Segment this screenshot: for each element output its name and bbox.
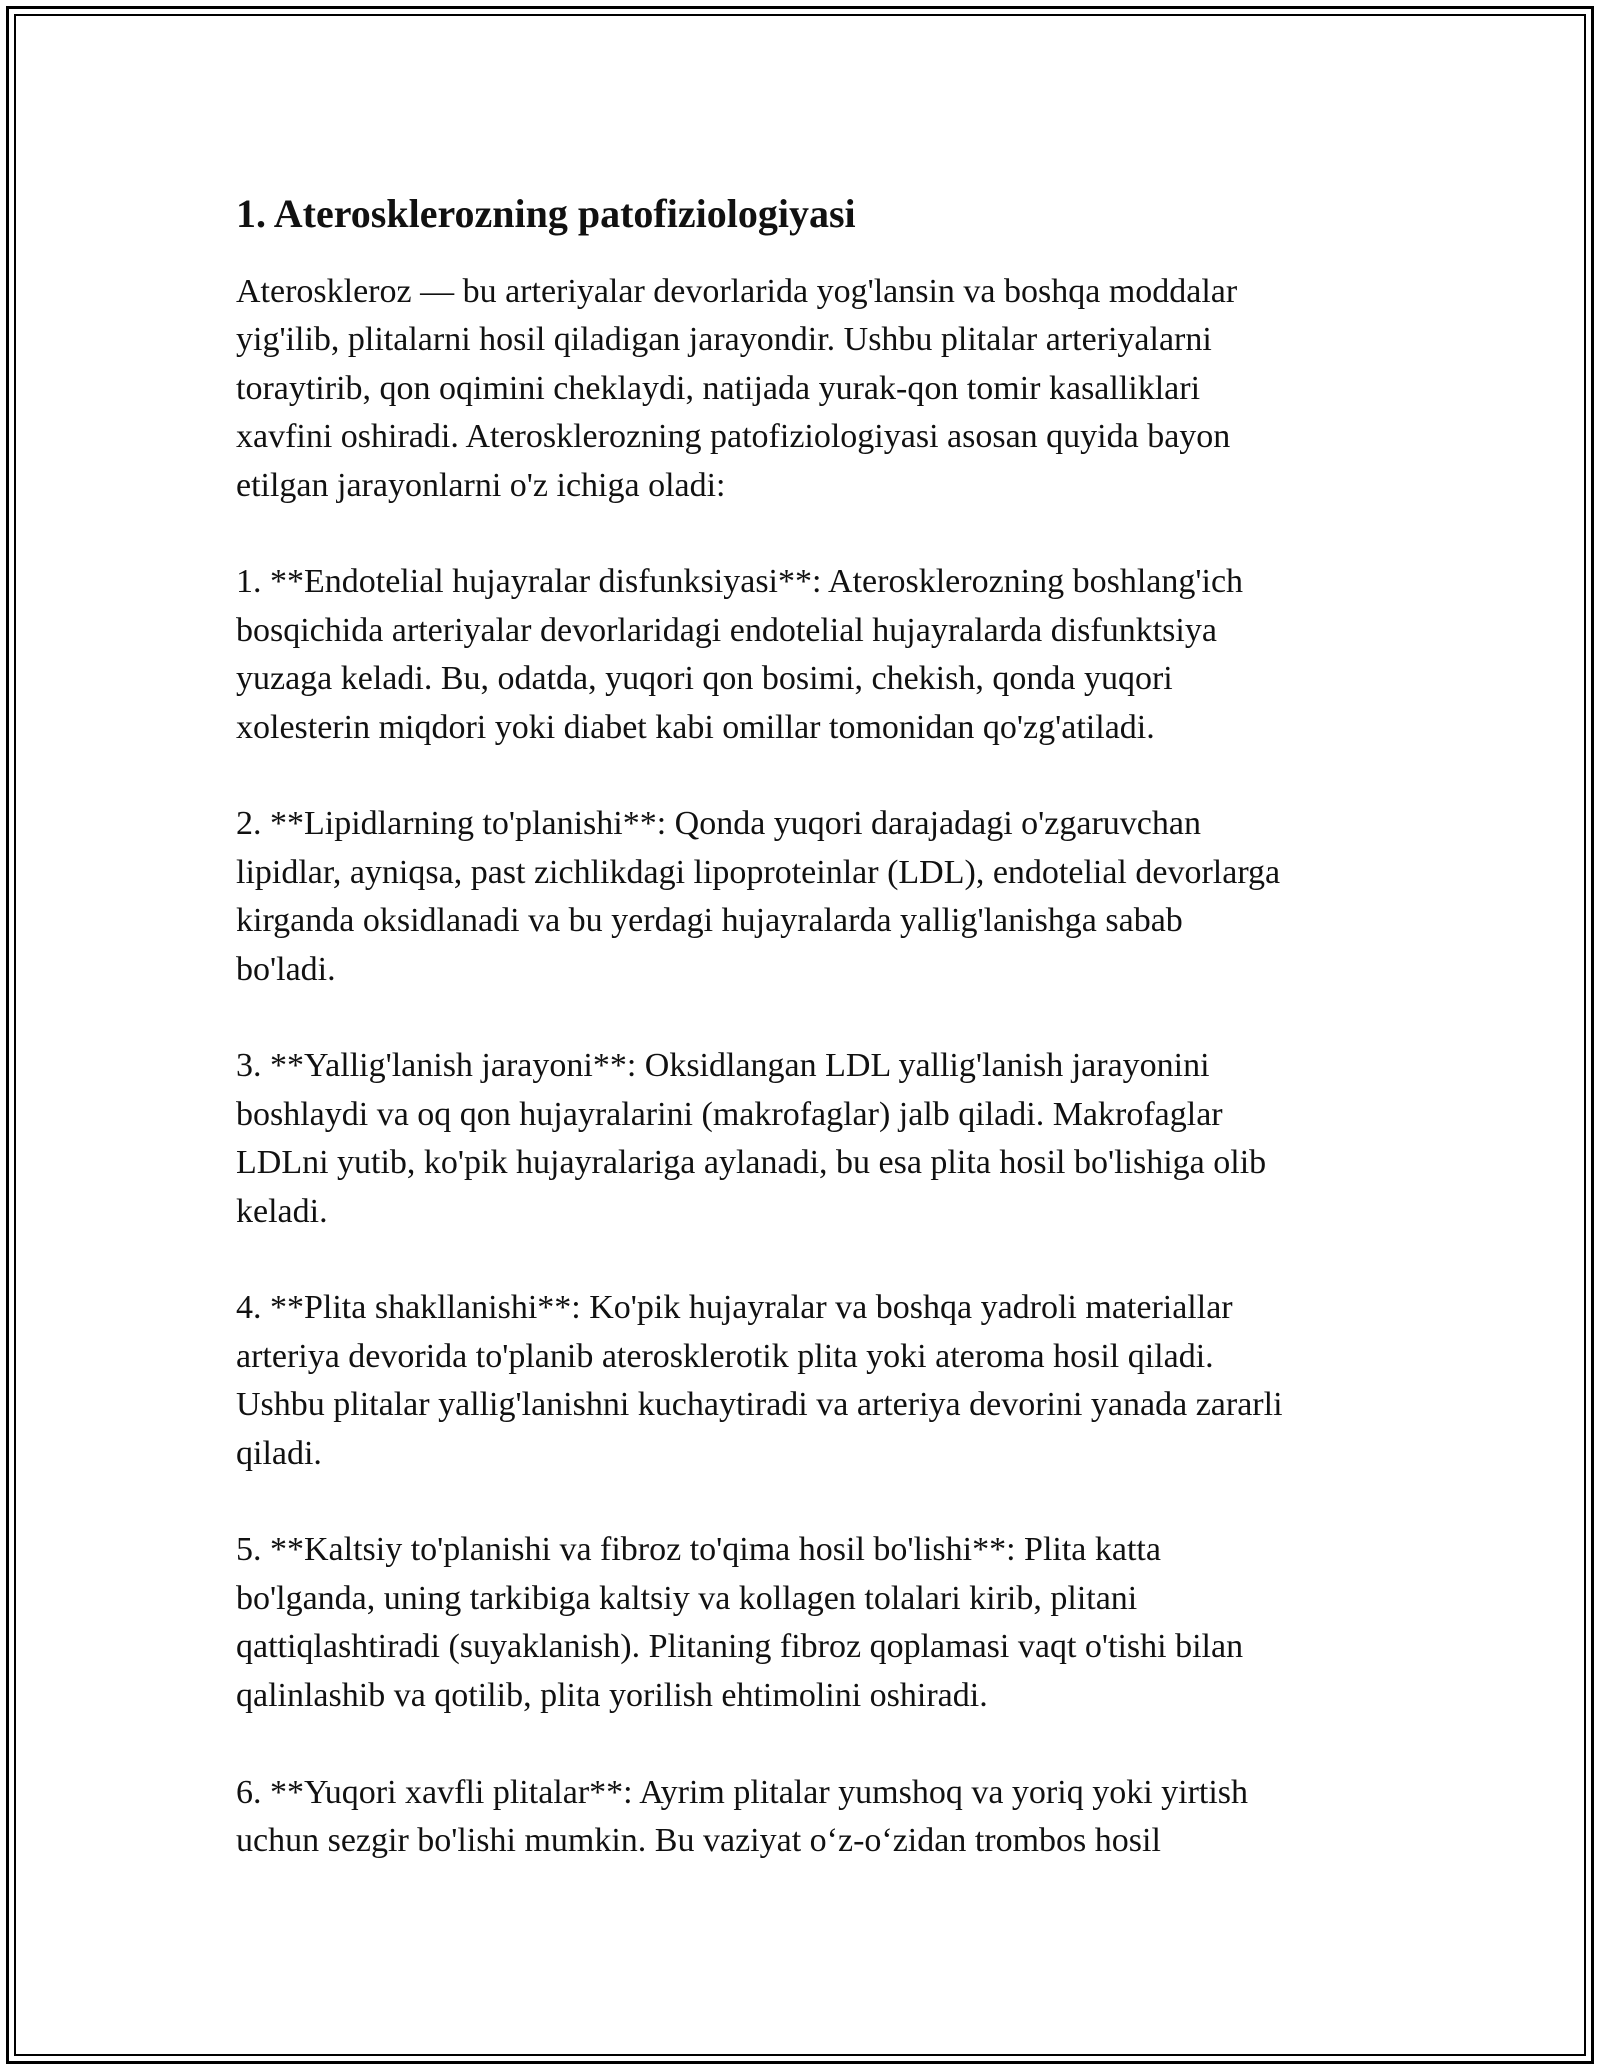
text-line: kirganda oksidlanadi va bu yerdagi hujayralarda yallig'lanishga sabab xyxy=(236,902,1183,940)
text-line: bo'lganda, uning tarkibiga kaltsiy va kollagen tolalari kirib, plitani xyxy=(236,1579,1138,1617)
paragraph-intro xyxy=(236,268,1386,510)
text-line: Ateroskleroz — bu arteriyalar devorlarida yog'lansin va boshqa moddalar xyxy=(236,273,1238,310)
text-line: 2. **Lipidlarning to'planishi**: Qonda yuqori darajadagi o'zgaruvchan xyxy=(236,805,1201,843)
text-line: 4. **Plita shakllanishi**: Ko'pik hujayralar va boshqa yadroli materiallar xyxy=(236,1289,1233,1327)
text-line: keladi. xyxy=(236,1192,328,1230)
text-line: xolesterin miqdori yoki diabet kabi omillar tomonidan qo'zg'atiladi. xyxy=(236,708,1155,746)
text-line: yuzaga keladi. Bu, odatda, yuqori qon bosimi, chekish, qonda yuqori xyxy=(236,660,1173,698)
text-line: 1. **Endotelial hujayralar disfunksiyasi**: Aterosklerozning boshlang'ich xyxy=(236,563,1244,601)
text-line: arteriya devorida to'planib aterosklerotik plita yoki ateroma hosil qiladi. xyxy=(236,1337,1214,1375)
document-page xyxy=(236,190,1386,1914)
list-item-plaque-formation xyxy=(236,1284,1386,1478)
list-item-endothelial-dysfunction xyxy=(236,558,1386,752)
text-line: etilgan jarayonlarni o'z ichiga oladi: xyxy=(236,466,726,504)
text-line: lipidlar, ayniqsa, past zichlikdagi lipoproteinlar (LDL), endotelial devorlarga xyxy=(236,853,1281,891)
text-line: LDLni yutib, ko'pik hujayralariga aylanadi, bu esa plita hosil bo'lishiga olib xyxy=(236,1144,1267,1182)
document-title: 1. Aterosklerozning patofiziologiyasi xyxy=(236,191,856,236)
text-line: bosqichida arteriyalar devorlaridagi endotelial hujayralarda disfunktsiya xyxy=(236,611,1217,649)
text-line: qiladi. xyxy=(236,1434,322,1472)
text-line: yig'ilib, plitalarni hosil qiladigan jarayondir. Ushbu plitalar arteriyalarni xyxy=(236,321,1212,359)
list-item-inflammation xyxy=(236,1042,1386,1236)
list-item-high-risk-plaques xyxy=(236,1769,1386,1866)
text-line: qattiqlashtiradi (suyaklanish). Plitaning fibroz qoplamasi vaqt o'tishi bilan xyxy=(236,1628,1244,1666)
text-line: bo'ladi. xyxy=(236,950,336,988)
text-line: qalinlashib va qotilib, plita yorilish ehtimolini oshiradi. xyxy=(236,1676,988,1714)
text-line: Ushbu plitalar yallig'lanishni kuchaytiradi va arteriya devorini yanada zararli xyxy=(236,1386,1283,1424)
text-line: 6. **Yuqori xavfli plitalar**: Ayrim plitalar yumshoq va yoriq yoki yirtish xyxy=(236,1773,1249,1811)
text-line: boshlaydi va oq qon hujayralarini (makrofaglar) jalb qiladi. Makrofaglar xyxy=(236,1095,1223,1133)
text-line: xavfini oshiradi. Aterosklerozning patofiziologiyasi asosan quyida bayon xyxy=(236,418,1231,456)
text-line: uchun sezgir bo'lishi mumkin. Bu vaziyat o‘z-o‘zidan trombos hosil xyxy=(236,1821,1161,1859)
text-line: 3. **Yallig'lanish jarayoni**: Oksidlangan LDL yallig'lanish jarayonini xyxy=(236,1047,1210,1085)
list-item-calcium-fibrosis xyxy=(236,1526,1386,1720)
text-line: toraytirib, qon oqimini cheklaydi, natijada yurak-qon tomir kasalliklari xyxy=(236,369,1201,407)
text-line: 5. **Kaltsiy to'planishi va fibroz to'qima hosil bo'lishi**: Plita katta xyxy=(236,1531,1161,1569)
list-item-lipid-accumulation xyxy=(236,800,1386,994)
